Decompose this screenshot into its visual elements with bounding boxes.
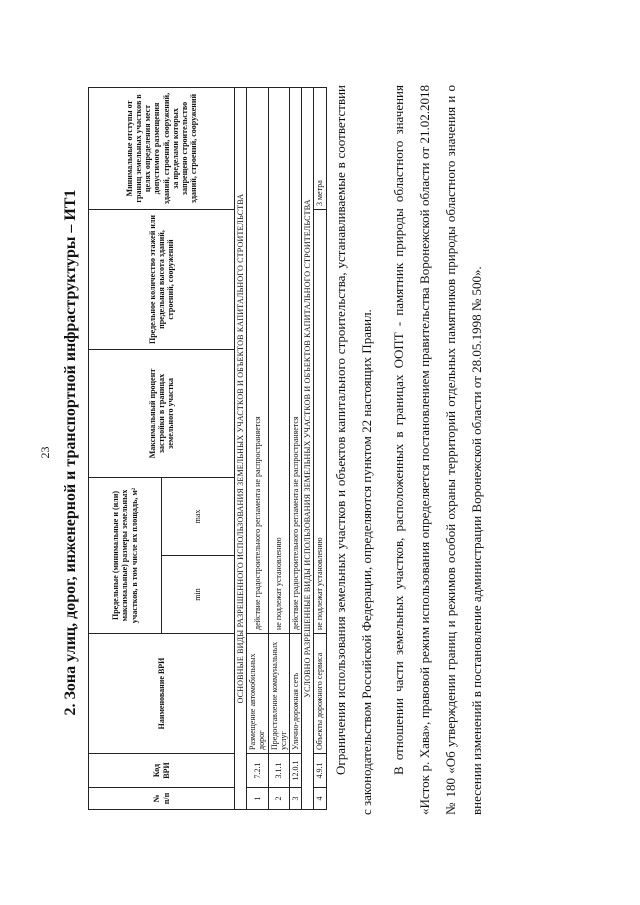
table-row xyxy=(314,88,326,810)
header-code: Код ВРИ xyxy=(89,754,235,788)
row-name: Размещение автомобильных дорог xyxy=(247,634,268,754)
header-area: Предельные (минимальные и (или) максимальные) размеры земельных участков, в том числе их площадь, м² xyxy=(89,478,162,634)
row-value: не подлежат установлению xyxy=(268,88,289,634)
header-area-max: max xyxy=(162,478,235,556)
paragraph-restrictions: Ограничения использования земельных участков и объектов капитального строительства, устанавливаемые в соответствии с законодательством Российской Федерации, определяются пунктом 22 настоящих Правил. xyxy=(333,85,374,815)
paragraph-oopt: В отношении части земельных участков, расположенных в границах ООПТ - памятник природы областного значения «Исток р. Хава», правовой режим использования определяется постановлением правительства Воронежской области от 21.02.2018 № 180 «Об утверждении границ и режимов особой охраны территорий отдельных памятников природы областного значения и о внесении изменений в постановление администрации Воронежской области от 28.05.1998 № 500». xyxy=(391,85,484,815)
table-row xyxy=(268,88,289,810)
header-setback: Минимальные отступы от границ земельных участков в целях определения мест допустимого размещения зданий, строений, сооружений, за пределами которых запрещено строительство зданий, строений, сооружений xyxy=(89,88,235,210)
regulation-table xyxy=(88,87,327,810)
section-main: ОСНОВНЫЕ ВИДЫ РАЗРЕШЕННОГО ИСПОЛЬЗОВАНИЯ ЗЕМЕЛЬНЫХ УЧАСТКОВ И ОБЪЕКТОВ КАПИТАЛЬНОГО СТРОИТЕЛЬСТВА xyxy=(235,88,247,810)
row-name: Улично-дорожная сеть xyxy=(289,634,301,754)
section-conditional: УСЛОВНО РАЗРЕШЕННЫЕ ВИДЫ ИСПОЛЬЗОВАНИЯ ЗЕМЕЛЬНЫХ УЧАСТКОВ И ОБЪЕКТОВ КАПИТАЛЬНОГО СТРОИТЕЛЬСТВА xyxy=(302,88,314,810)
row-value: не подлежат установлению xyxy=(314,210,326,634)
row-num: 2 xyxy=(268,788,289,810)
row-code: 3.1.1 xyxy=(268,754,289,788)
row-value: действие градостроительного регламента не распространяется xyxy=(289,88,301,634)
header-name: Наименование ВРИ xyxy=(89,634,235,754)
row-setback: 3 метра xyxy=(314,88,326,210)
header-num: № п/п xyxy=(89,788,235,810)
header-percent: Максимальный процент застройки в границах земельного участка xyxy=(89,350,235,478)
row-num: 4 xyxy=(314,788,326,810)
table-row xyxy=(289,88,301,810)
row-code: 4.9.1 xyxy=(314,754,326,788)
row-num: 3 xyxy=(289,788,301,810)
section-main-row xyxy=(235,88,247,810)
row-value: действие градостроительного регламента не распространяется xyxy=(247,88,268,634)
row-name: Объекты дорожного сервиса xyxy=(314,634,326,754)
header-area-min: min xyxy=(162,556,235,634)
row-code: 12.0.1 xyxy=(289,754,301,788)
row-code: 7.2.1 xyxy=(247,754,268,788)
table-header-row xyxy=(89,88,162,810)
section-conditional-row xyxy=(302,88,314,810)
zone-heading: 2. Зона улиц, дорог, инженерной и транспортной инфраструктуры – ИТ1 xyxy=(62,189,79,716)
table-row xyxy=(247,88,268,810)
page-number: 23 xyxy=(38,446,52,459)
row-name: Предоставление коммунальных услуг xyxy=(268,634,289,754)
row-num: 1 xyxy=(247,788,268,810)
header-floors: Предельное количество этажей или предельная высота зданий, строений, сооружений xyxy=(89,210,235,350)
